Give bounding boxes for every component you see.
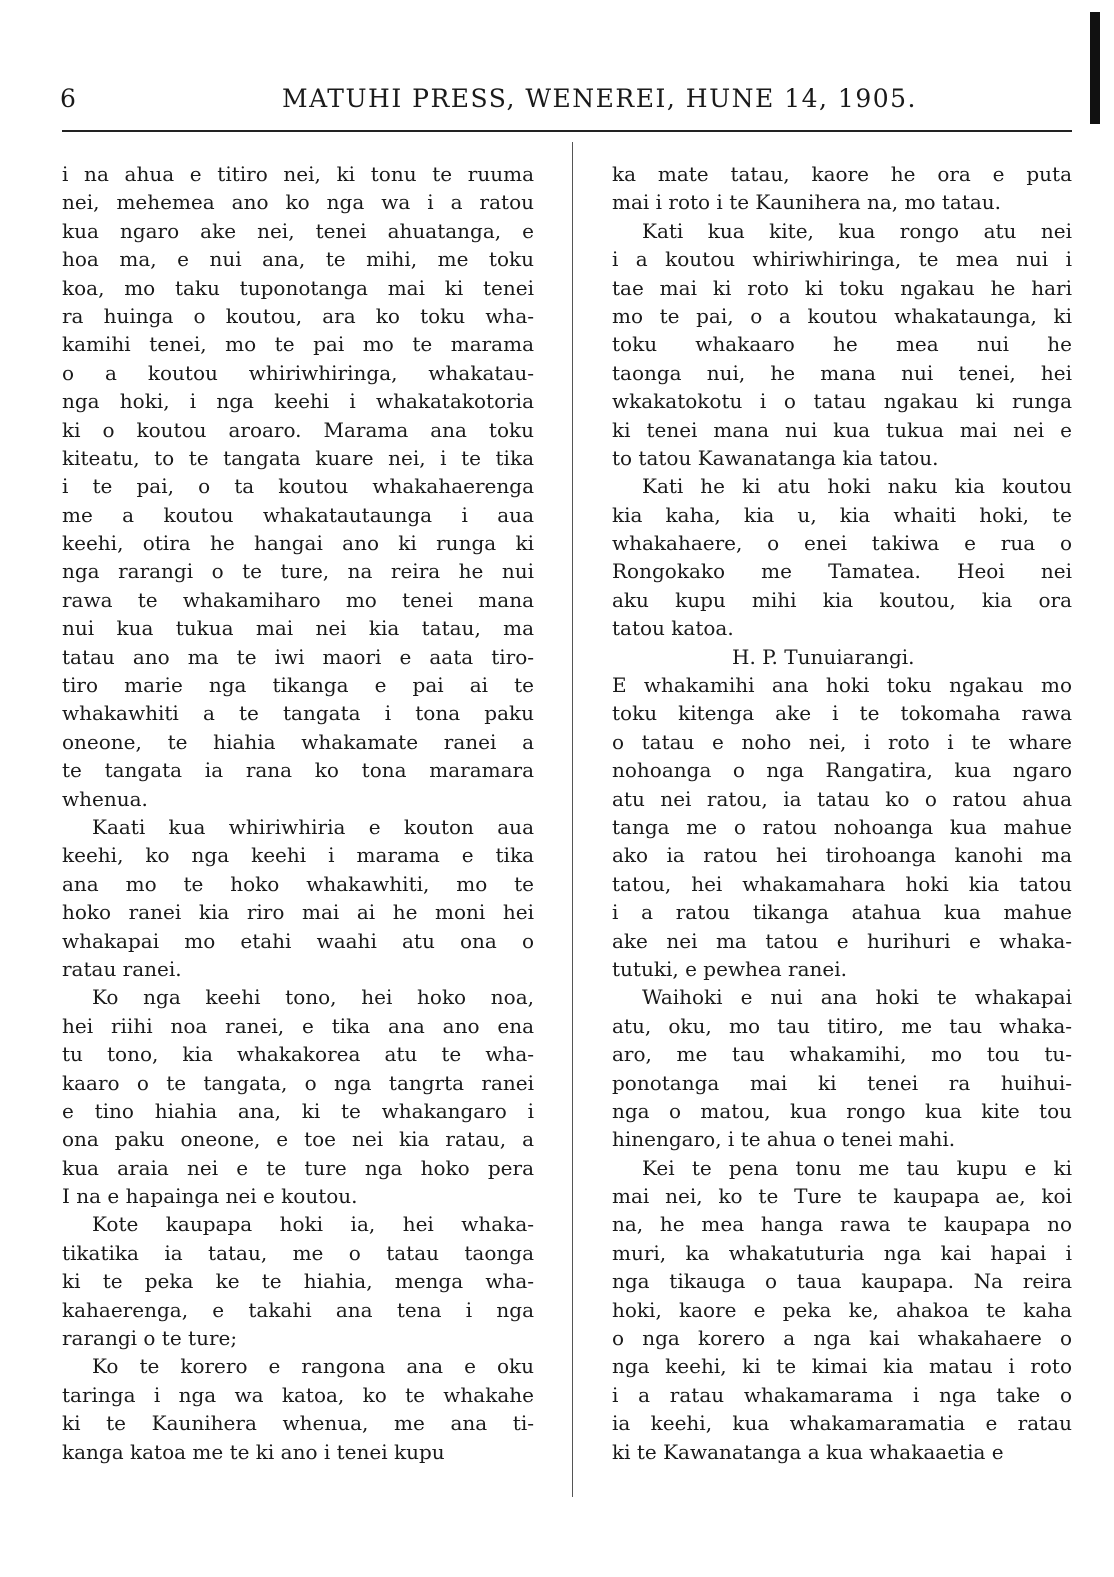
text-line: hinengaro, i te ahua o tenei mahi. xyxy=(612,1127,956,1152)
text-line: kamihi tenei, mo te pai mo te marama xyxy=(62,332,534,357)
text-line: mai nei, ko te Ture te kaupapa ae, koi xyxy=(612,1184,1072,1209)
text-line: atu, oku, mo tau titiro, me tau whaka- xyxy=(612,1013,1072,1038)
text-line: i a koutou whiriwhiringa, te mea nui i xyxy=(612,247,1072,272)
text-line: tiro marie nga tikanga e pai ai te xyxy=(62,673,534,698)
text-line: tu tono, kia whakakorea atu te wha- xyxy=(62,1042,534,1067)
text-line: Waihoki e nui ana hoki te whakapai xyxy=(642,985,1072,1010)
text-line: i te pai, o ta koutou whakahaerenga xyxy=(62,474,534,499)
text-line: kia kaha, kia u, kia whaiti hoki, te xyxy=(612,502,1072,527)
signature-line: H. P. Tunuiarangi. xyxy=(732,644,915,669)
text-line: ki tenei mana nui kua tukua mai nei e xyxy=(612,417,1072,442)
text-line: oneone, te hiahia whakamate ranei a xyxy=(62,729,534,754)
text-line: Kaati kua whiriwhiria e kouton aua xyxy=(92,814,534,839)
header-rule xyxy=(62,130,1072,132)
page-number: 6 xyxy=(60,84,76,113)
text-line: ka mate tatau, kaore he ora e puta xyxy=(612,162,1072,186)
text-line: rarangi o te ture; xyxy=(62,1326,238,1351)
text-line: hoa ma, e nui ana, te mihi, me toku xyxy=(62,247,534,272)
text-line: kiteatu, to te tangata kuare nei, i te tika xyxy=(62,445,534,470)
text-line: atu nei ratou, ia tatau ko o ratou ahua xyxy=(612,786,1072,811)
text-line: te tangata ia rana ko tona maramara xyxy=(62,758,534,783)
text-line: whakapai mo etahi waahi atu ona o xyxy=(62,928,534,953)
text-line: tatau ano ma te iwi maori e aata tiro- xyxy=(62,644,534,669)
text-line: E whakamihi ana hoki toku ngakau mo xyxy=(612,673,1072,698)
text-line: nga o matou, kua rongo kua kite tou xyxy=(612,1098,1072,1123)
text-line: muri, ka whakatuturia nga kai hapai i xyxy=(612,1240,1072,1265)
text-line: hoko ranei kia riro mai ai he moni hei xyxy=(62,900,534,925)
text-line: ra huinga o koutou, ara ko toku wha- xyxy=(62,303,534,328)
text-line: mai i roto i te Kaunihera na, mo tatau. xyxy=(612,190,1002,215)
text-line: hoki, kaore e peka ke, ahakoa te kaha xyxy=(612,1297,1072,1322)
text-line: ake nei ma tatou e hurihuri e whaka- xyxy=(612,928,1072,953)
text-line: tatou, hei whakamahara hoki kia tatou xyxy=(612,871,1072,896)
text-line: taonga nui, he mana nui tenei, hei xyxy=(612,360,1072,385)
text-line: ki te peka ke te hiahia, menga wha- xyxy=(62,1269,534,1294)
text-line: i a ratau whakamarama i nga take o xyxy=(612,1382,1072,1407)
text-line: rawa te whakamiharo mo tenei mana xyxy=(62,587,534,612)
text-line: hei riihi noa ranei, e tika ana ano ena xyxy=(62,1013,534,1038)
text-line: kanga katoa me te ki ano i tenei kupu xyxy=(62,1439,445,1464)
text-line: nui kua tukua mai nei kia tatau, ma xyxy=(62,616,534,641)
text-line: ki te Kawanatanga a kua whakaaetia e xyxy=(612,1439,1004,1464)
text-line: kua araia nei e te ture nga hoko pera xyxy=(62,1155,534,1180)
text-line: aku kupu mihi kia koutou, kia ora xyxy=(612,587,1072,612)
text-line: nga hoki, i nga keehi i whakatakotoria xyxy=(62,389,534,414)
text-line: keehi, otira he hangai ano ki runga ki xyxy=(62,531,534,556)
text-line: tikatika ia tatau, me o tatau taonga xyxy=(62,1240,534,1265)
text-line: ako ia ratou hei tirohoanga kanohi ma xyxy=(612,843,1072,868)
text-line: Rongokako me Tamatea. Heoi nei xyxy=(612,559,1072,584)
text-line: tutuki, e pewhea ranei. xyxy=(612,956,847,981)
text-line: to tatou Kawanatanga kia tatou. xyxy=(612,445,939,470)
text-line: whakahaere, o enei takiwa e rua o xyxy=(612,531,1072,556)
text-line: o nga korero a nga kai whakahaere o xyxy=(612,1326,1072,1351)
left-column xyxy=(62,160,534,1466)
text-line: na, he mea hanga rawa te kaupapa no xyxy=(612,1212,1072,1237)
text-line: kua ngaro ake nei, tenei ahuatanga, e xyxy=(62,218,534,243)
text-line: nga rarangi o te ture, na reira he nui xyxy=(62,559,534,584)
text-line: kaaro o te tangata, o nga tangrta ranei xyxy=(62,1070,534,1095)
text-line: nohoanga o nga Rangatira, kua ngaro xyxy=(612,758,1072,783)
text-line: e tino hiahia ana, ki te whakangaro i xyxy=(62,1098,534,1123)
text-line: ki o koutou aroaro. Marama ana toku xyxy=(62,417,534,442)
text-line: ana mo te hoko whakawhiti, mo te xyxy=(62,871,534,896)
text-line: toku kitenga ake i te tokomaha rawa xyxy=(612,701,1072,726)
text-line: whakawhiti a te tangata i tona paku xyxy=(62,701,534,726)
text-line: Ko nga keehi tono, hei hoko noa, xyxy=(92,985,534,1010)
text-line: tatou katoa. xyxy=(612,616,734,641)
text-line: ia keehi, kua whakamaramatia e ratau xyxy=(612,1411,1072,1436)
text-line: keehi, ko nga keehi i marama e tika xyxy=(62,843,534,868)
text-line: kahaerenga, e takahi ana tena i nga xyxy=(62,1297,534,1322)
column-divider xyxy=(572,142,573,1497)
text-line: Kote kaupapa hoki ia, hei whaka- xyxy=(92,1212,534,1237)
text-line: whenua. xyxy=(62,786,148,811)
text-line: Kati kua kite, kua rongo atu nei xyxy=(642,218,1072,243)
text-line: nei, mehemea ano ko nga wa i a ratou xyxy=(62,190,534,215)
text-line: ponotanga mai ki tenei ra huihui- xyxy=(612,1070,1072,1095)
text-line: I na e hapainga nei e koutou. xyxy=(62,1184,358,1209)
right-column xyxy=(612,160,1072,1466)
text-line: Kei te pena tonu me tau kupu e ki xyxy=(642,1155,1072,1180)
masthead: MATUHI PRESS, WENEREI, HUNE 14, 1905. xyxy=(282,84,917,113)
edge-bar xyxy=(1090,12,1100,124)
text-line: o tatau e noho nei, i roto i te whare xyxy=(612,729,1072,754)
text-line: Kati he ki atu hoki naku kia koutou xyxy=(642,474,1072,499)
page-header xyxy=(60,84,1070,118)
text-line: toku whakaaro he mea nui he xyxy=(612,332,1072,357)
text-line: tae mai ki roto ki toku ngakau he hari xyxy=(612,275,1072,300)
text-line: Ko te korero e rangona ana e oku xyxy=(92,1354,534,1379)
text-line: me a koutou whakatautaunga i aua xyxy=(62,502,534,527)
text-line: aro, me tau whakamihi, mo tou tu- xyxy=(612,1042,1072,1067)
text-line: ratau ranei. xyxy=(62,956,182,981)
text-line: o a koutou whiriwhiringa, whakatau- xyxy=(62,360,534,385)
text-line: mo te pai, o a koutou whakataunga, ki xyxy=(612,303,1072,328)
text-line: i a ratou tikanga atahua kua mahue xyxy=(612,900,1072,925)
text-line: taringa i nga wa katoa, ko te whakahe xyxy=(62,1382,534,1407)
text-line: nga keehi, ki te kimai kia matau i roto xyxy=(612,1354,1072,1379)
text-line: tanga me o ratou nohoanga kua mahue xyxy=(612,814,1072,839)
text-line: ona paku oneone, e toe nei kia ratau, a xyxy=(62,1127,534,1152)
text-line: koa, mo taku tuponotanga mai ki tenei xyxy=(62,275,534,300)
text-line: ki te Kaunihera whenua, me ana ti- xyxy=(62,1411,534,1436)
text-line: wkakatokotu i o tatau ngakau ki runga xyxy=(612,389,1072,414)
text-line: i na ahua e titiro nei, ki tonu te ruuma xyxy=(62,162,534,186)
text-line: nga tikauga o taua kaupapa. Na reira xyxy=(612,1269,1072,1294)
